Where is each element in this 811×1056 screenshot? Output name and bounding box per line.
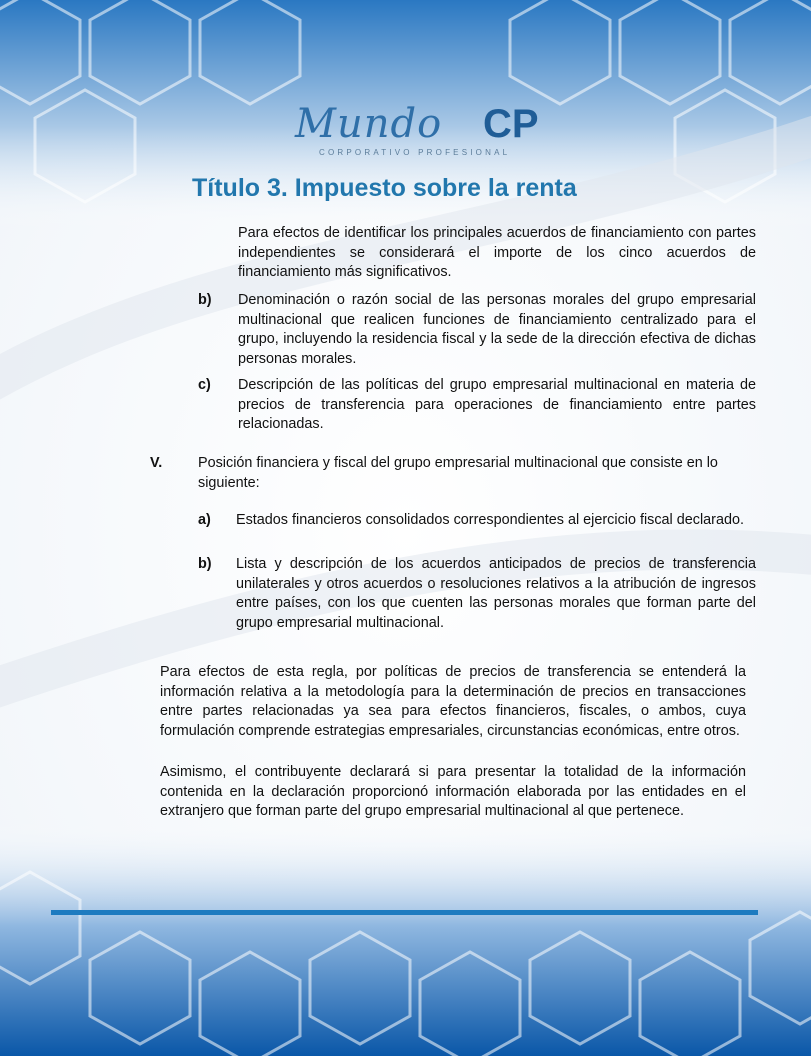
list-item-text: Lista y descripción de los acuerdos anticipados de precios de transferencia unilaterales y otros acuerdos o resoluciones relativos a la atribución de ingresos entre países, con los que cuenten las personas morales que forman parte del grupo empresarial multinacional. [236, 556, 756, 631]
closing-paragraph: Asimismo, el contribuyente declarará si para presentar la totalidad de la información contenida en la declaración proporcionó información elaborada por las entidades en el extranjero que forman parte del grupo empresarial multinacional al que pertenece. [160, 764, 746, 819]
mundo-cp-logo [295, 98, 539, 164]
list-item-text: Descripción de las políticas del grupo empresarial multinacional en materia de precios de transferencia para operaciones de financiamiento entre partes relacionadas. [238, 377, 756, 432]
list-marker: a) [198, 512, 211, 528]
footer-divider [51, 910, 758, 915]
closing-paragraph: Para efectos de esta regla, por políticas de precios de transferencia se entenderá la información relativa a la metodología para la determinación de precios en transacciones entre partes relacionadas ya sea para efectos financieros, fiscales, o ambos, cuya formulación comprende estrategias empresariales, circunstancias económicas, entre otros. [160, 664, 746, 739]
list-marker: c) [198, 377, 211, 393]
list-item-text: Denominación o razón social de las personas morales del grupo empresarial multinacional que realicen funciones de financiamiento centralizado para el grupo, incluyendo la residencia fiscal y la sede de la dirección efectiva de dichas personas morales. [238, 292, 756, 367]
section-heading-text: Posición financiera y fiscal del grupo empresarial multinacional que consiste en lo siguiente: [198, 455, 718, 491]
section-marker: V. [150, 455, 163, 471]
logo-wordmark-cp: CP [483, 102, 539, 146]
logo-wordmark-mundo: Mundo [295, 101, 443, 147]
list-marker: b) [198, 556, 212, 572]
page-title: Título 3. Impuesto sobre la renta [192, 174, 577, 202]
logo-tagline: CORPORATIVO PROFESIONAL [319, 148, 511, 157]
intro-paragraph: Para efectos de identificar los principales acuerdos de financiamiento con partes independientes se considerará el importe de los cinco acuerdos de financiamiento más significativos. [238, 225, 756, 280]
list-marker: b) [198, 292, 212, 308]
list-item-text: Estados financieros consolidados correspondientes al ejercicio fiscal declarado. [236, 512, 744, 528]
